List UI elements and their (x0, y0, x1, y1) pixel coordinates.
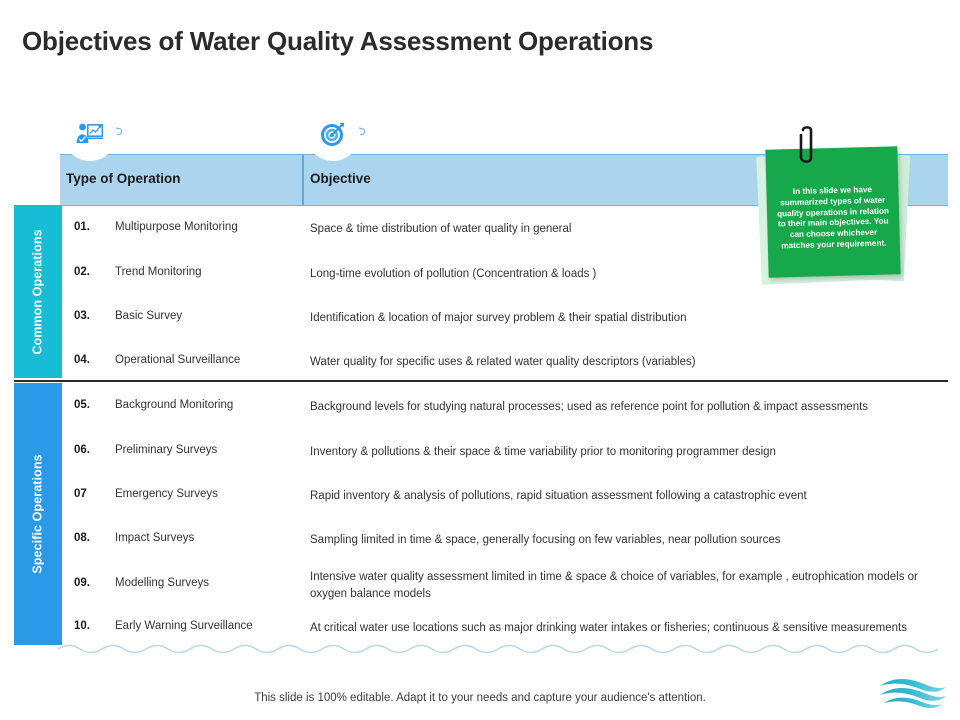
row-operation-type: Trend Monitoring (115, 266, 202, 278)
header-column-divider (302, 155, 304, 205)
row-number: 02. (74, 266, 90, 278)
row-number: 09. (74, 577, 90, 589)
row-number: 01. (74, 221, 90, 233)
sticky-note-front (765, 146, 900, 277)
sticky-note[interactable] (755, 140, 905, 285)
column-header-objective: Objective (310, 171, 371, 186)
wave-logo-icon (876, 670, 948, 710)
row-objective: Space & time distribution of water quality in general (310, 223, 572, 235)
row-objective: Identification & location of major survey problem & their spatial distribution (310, 312, 687, 324)
row-operation-type: Basic Survey (115, 310, 183, 322)
row-objective: At critical water use locations such as major drinking water intakes or fisheries; continuous & sensitive measurements (310, 622, 907, 634)
paperclip-icon (795, 124, 819, 172)
header-icon-type-of-operation (66, 110, 114, 158)
row-objective: Long-time evolution of pollution (Concentration & loads ) (310, 268, 597, 280)
row-objective: Intensive water quality assessment limited in time & space & choice of variables, for example , eutrophication models or oxygen balance models (310, 571, 918, 600)
row-objective: Rapid inventory & analysis of pollutions, rapid situation assessment following a catastrophic event (310, 490, 807, 502)
row-operation-type: Background Monitoring (115, 399, 234, 411)
page-title: Objectives of Water Quality Assessment Operations (22, 26, 654, 56)
group-band-specific-operations (14, 383, 62, 645)
row-operation-type: Early Warning Surveillance (115, 620, 253, 632)
row-operation-type: Operational Surveillance (115, 354, 241, 366)
row-operation-type: Preliminary Surveys (115, 444, 218, 456)
row-number: 06. (74, 444, 90, 456)
row-objective: Water quality for specific uses & related water quality descriptors (variables) (310, 356, 696, 368)
row-number: 03. (74, 310, 90, 322)
footer-note: This slide is 100% editable. Adapt it to your needs and capture your audience's attention. (254, 692, 706, 704)
group-band-label-common: Common Operations (31, 228, 46, 355)
row-objective: Inventory & pollutions & their space & time variability prior to monitoring programmer design (310, 446, 776, 458)
row-number: 05. (74, 399, 90, 411)
row-operation-type: Emergency Surveys (115, 488, 218, 500)
row-objective: Sampling limited in time & space, generally focusing on few variables, near pollution sources (310, 534, 781, 546)
row-operation-type: Modelling Surveys (115, 577, 209, 589)
target-arrow-icon (309, 110, 357, 158)
presenter-chart-icon (66, 110, 114, 158)
group-band-common-operations (14, 205, 62, 378)
row-operation-type: Impact Surveys (115, 532, 195, 544)
row-number: 04. (74, 354, 90, 366)
column-header-type-of-operation: Type of Operation (66, 171, 181, 186)
wavy-divider (58, 640, 942, 656)
row-objective: Background levels for studying natural processes; used as reference point for pollution & impact assessments (310, 401, 869, 413)
header-icon-objective (309, 110, 357, 158)
row-number: 07 (74, 488, 87, 500)
sticky-note-text: In this slide we have summarized types of water quality operations in relation to their main objectives. You can choose whichever matches your requirement. (776, 184, 890, 251)
row-number: 08. (74, 532, 90, 544)
row-operation-type: Multipurpose Monitoring (115, 221, 238, 233)
row-number: 10. (74, 620, 90, 632)
group-band-label-specific: Specific Operations (31, 454, 46, 574)
